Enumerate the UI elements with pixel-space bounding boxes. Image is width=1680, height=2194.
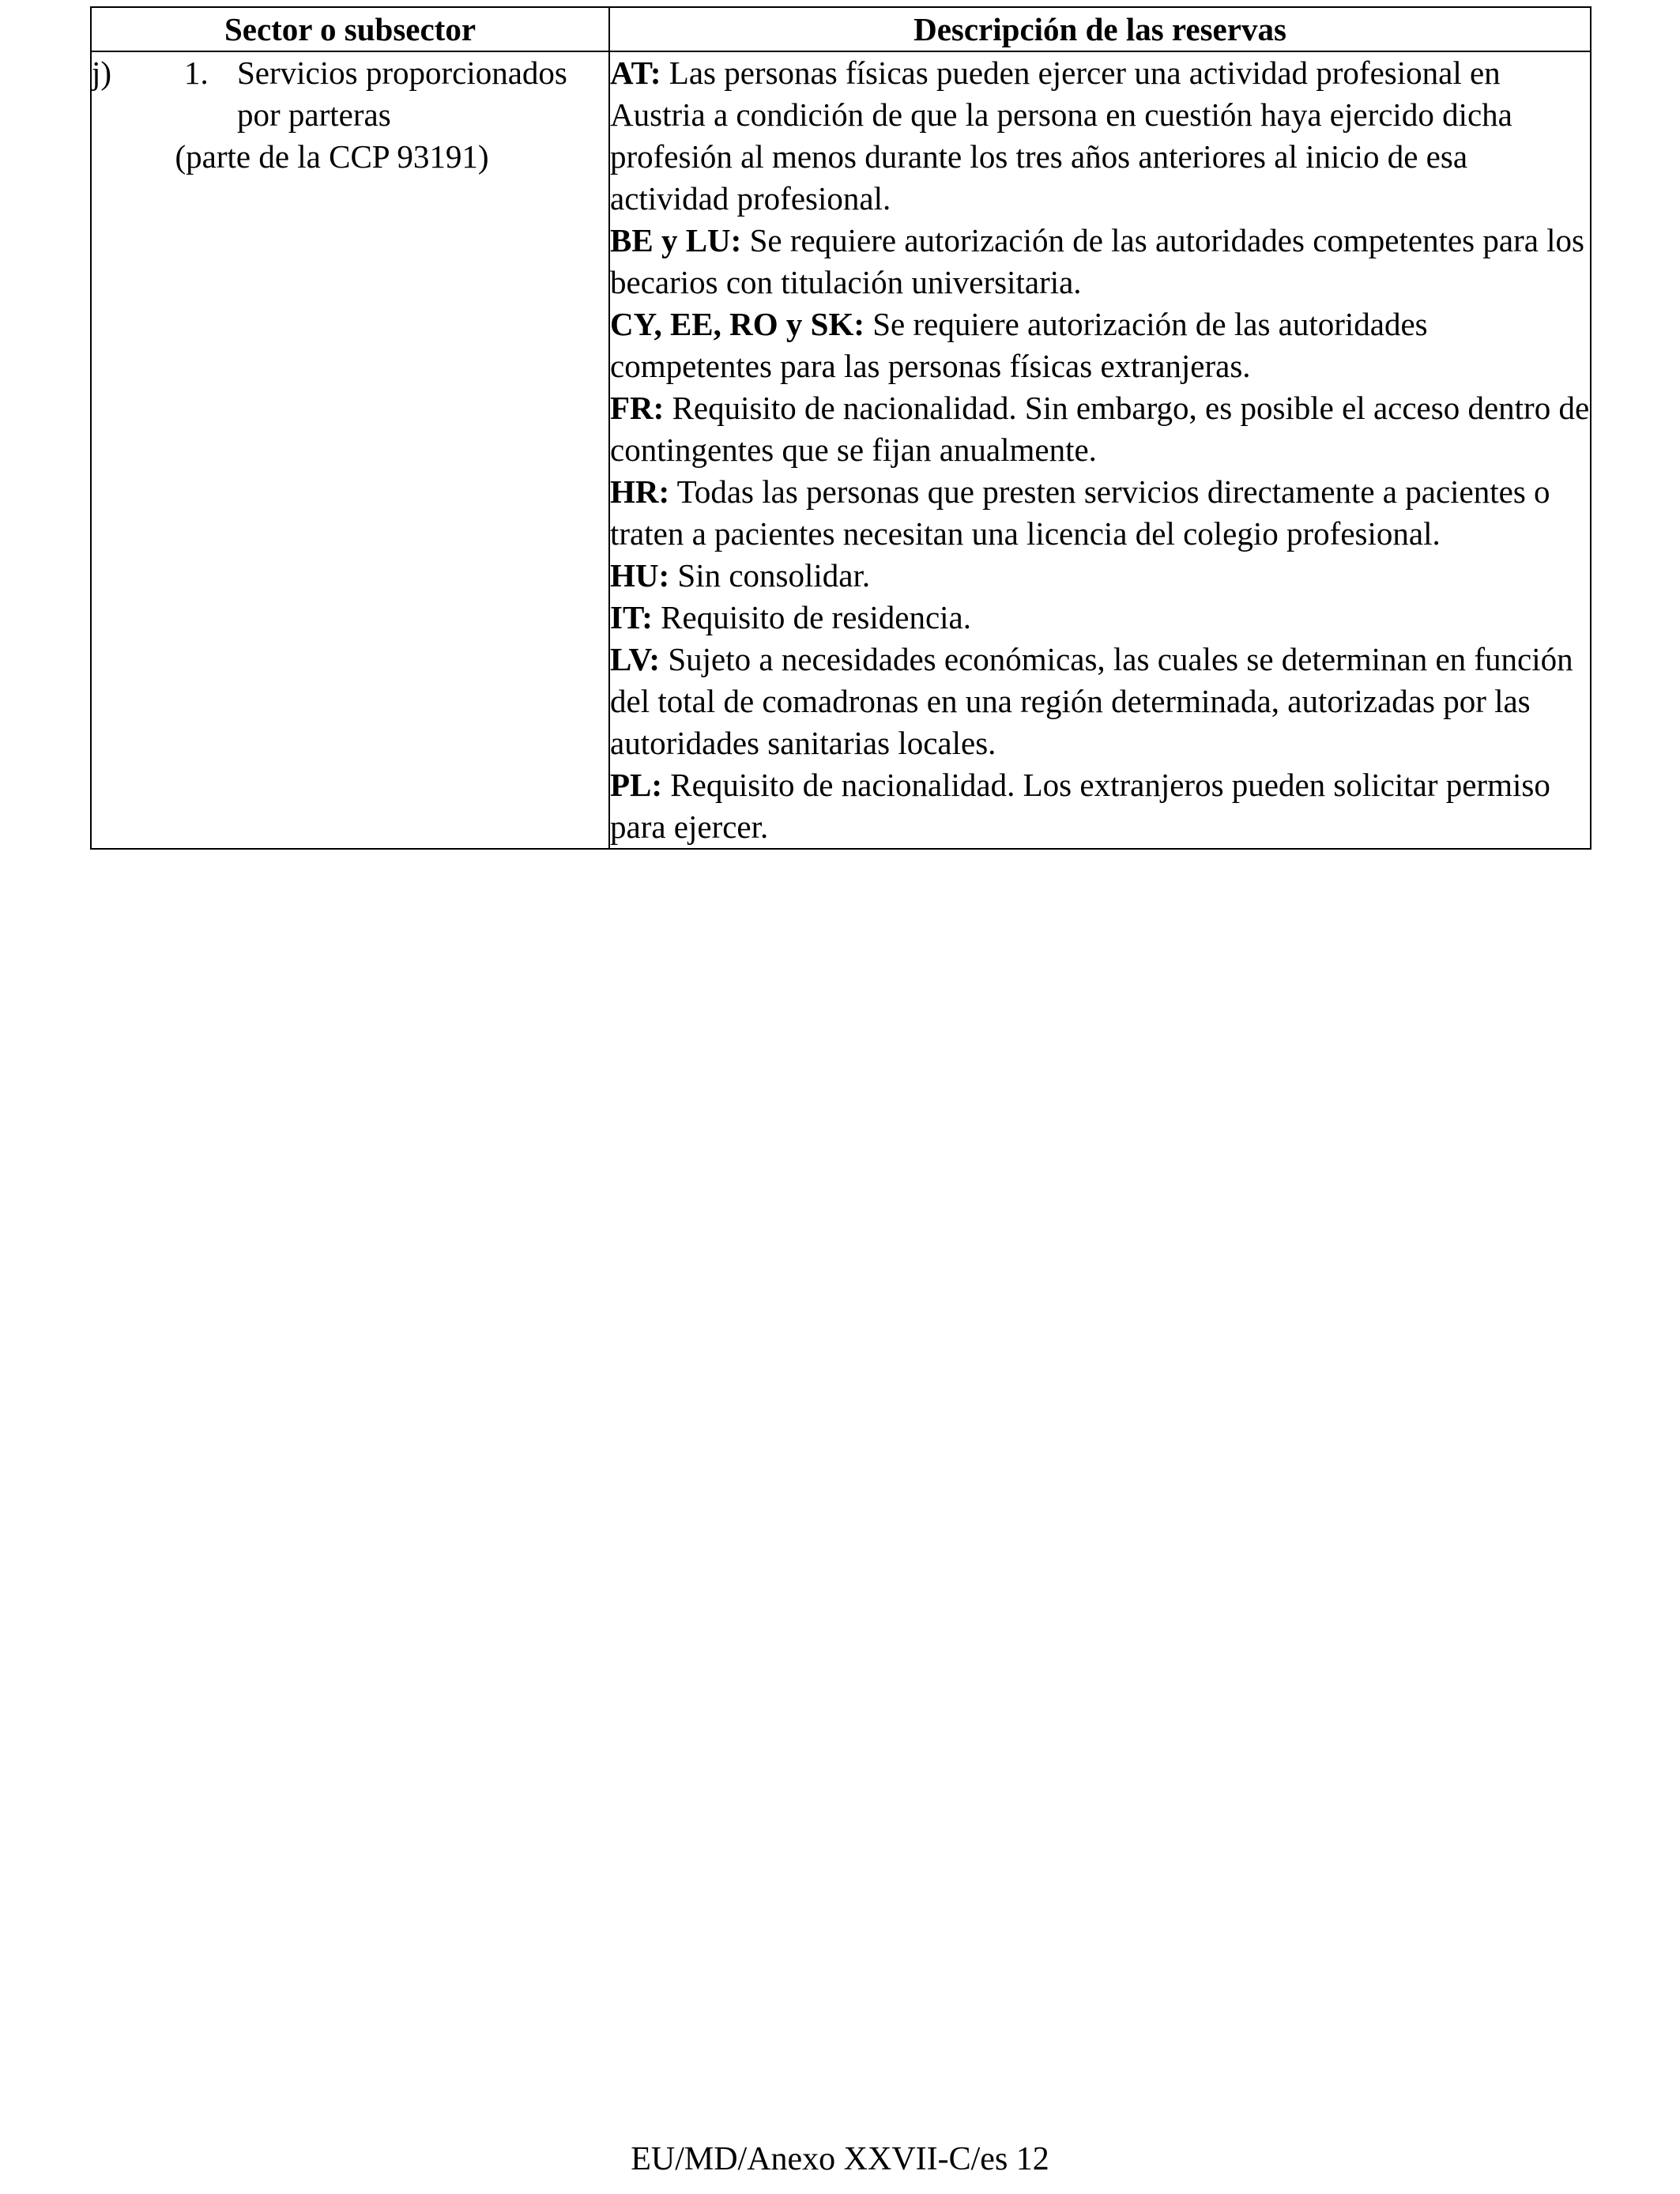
country-code: PL: (610, 767, 663, 803)
reservation-entry-hr (610, 471, 1590, 555)
header-sector: Sector o subsector (91, 7, 609, 51)
reservation-text: Se requiere autorización de las autoridades competentes para los becarios con titulación universitaria. (610, 222, 1585, 300)
table-header-row (91, 7, 1591, 51)
reservation-text: Las personas físicas pueden ejercer una actividad profesional en Austria a condición de que la persona en cuestión haya ejercido dicha profesión al menos durante los tres años anteriores al inicio de esa actividad profesional. (610, 55, 1512, 217)
table-row (91, 51, 1591, 849)
country-code: CY, EE, RO y SK: (610, 306, 864, 342)
reservation-text: Se requiere autorización de las autoridades competentes para las personas físicas extranjeras. (610, 306, 1428, 384)
sector-ccp-reference: (parte de la CCP 93191) (175, 138, 489, 175)
sector-cell (91, 51, 609, 849)
country-code: BE y LU: (610, 222, 742, 258)
country-code: HR: (610, 473, 670, 510)
reservation-text: Requisito de nacionalidad. Los extranjeros pueden solicitar permiso para ejercer. (610, 767, 1550, 845)
page-footer: EU/MD/Anexo XXVII-C/es 12 (631, 2141, 1049, 2177)
country-code: HU: (610, 557, 670, 594)
country-code: FR: (610, 390, 665, 426)
country-code: LV: (610, 641, 661, 677)
reservation-entry-be-lu (610, 220, 1590, 303)
reservation-entry-hu (610, 555, 1590, 597)
reservation-text: Sin consolidar. (669, 557, 871, 594)
row-letter: j) (92, 55, 112, 91)
sector-name: Servicios proporcionados por parteras (237, 55, 567, 133)
row-number: 1. (184, 55, 209, 91)
reservation-text: Requisito de residencia. (652, 599, 971, 635)
country-code: IT: (610, 599, 653, 635)
reservation-entry-at (610, 52, 1590, 220)
reservation-text: Sujeto a necesidades económicas, las cuales se determinan en función del total de comadronas en una región determinada, autorizadas por las autoridades sanitarias locales. (610, 641, 1573, 761)
description-cell (609, 51, 1591, 849)
reservation-entry-pl (610, 764, 1590, 848)
reservation-entry-fr (610, 387, 1590, 471)
header-description: Descripción de las reservas (609, 7, 1591, 51)
reservation-text: Requisito de nacionalidad. Sin embargo, es posible el acceso dentro de contingentes que se fijan anualmente. (610, 390, 1590, 468)
reservation-entry-it (610, 597, 1590, 639)
reservation-entry-cy-ee-ro-sk (610, 303, 1590, 387)
reservation-entry-lv (610, 639, 1590, 764)
reservation-text: Todas las personas que presten servicios directamente a pacientes o traten a pacientes necesitan una licencia del colegio profesional. (610, 473, 1550, 552)
reservations-table (90, 6, 1591, 850)
country-code: AT: (610, 55, 661, 91)
